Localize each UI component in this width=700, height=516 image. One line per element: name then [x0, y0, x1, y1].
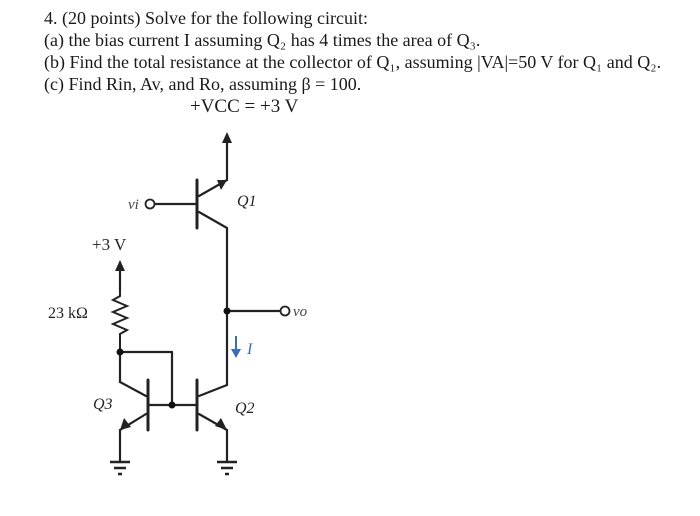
resistor-node [117, 349, 124, 356]
problem-heading: 4. (20 points) Solve for the following circuit: [44, 8, 368, 28]
q2-label: Q2 [235, 400, 255, 417]
resistor-label: 23 kΩ [48, 305, 88, 322]
current-label: I [247, 341, 253, 358]
q1-label: Q1 [237, 193, 257, 210]
vcc-arrow-icon [222, 132, 232, 143]
supply-label: +3 V [92, 235, 127, 254]
problem-part-a: (a) the bias current I assuming Q₂ has 4 times the area of Q₃. [44, 30, 481, 50]
q3-label: Q3 [93, 396, 113, 413]
q2-collector-lead [199, 385, 227, 396]
q3-collector-lead [120, 382, 146, 396]
ground-q3-icon [110, 462, 130, 474]
vo-terminal [281, 307, 290, 316]
base-node [169, 402, 176, 409]
output-node [224, 308, 231, 315]
vi-label: vi [128, 197, 139, 213]
current-arrowhead-icon [231, 349, 241, 358]
problem-part-c: (c) Find Rin, Av, and Ro, assuming β = 100. [44, 74, 362, 94]
q1-collector-lead [199, 212, 227, 228]
vo-label: vo [293, 304, 308, 320]
problem-part-b: (b) Find the total resistance at the collector of Q₁, assuming |VA|=50 V for Q₁ and Q₂. [44, 52, 662, 72]
q2-emitter-arrow-icon [215, 418, 227, 430]
vi-terminal [146, 200, 155, 209]
resistor-23k [113, 290, 127, 352]
vcc-label: +VCC = +3 V [190, 96, 299, 117]
ground-q2-icon [217, 462, 237, 474]
supply-arrow-icon [115, 260, 125, 271]
